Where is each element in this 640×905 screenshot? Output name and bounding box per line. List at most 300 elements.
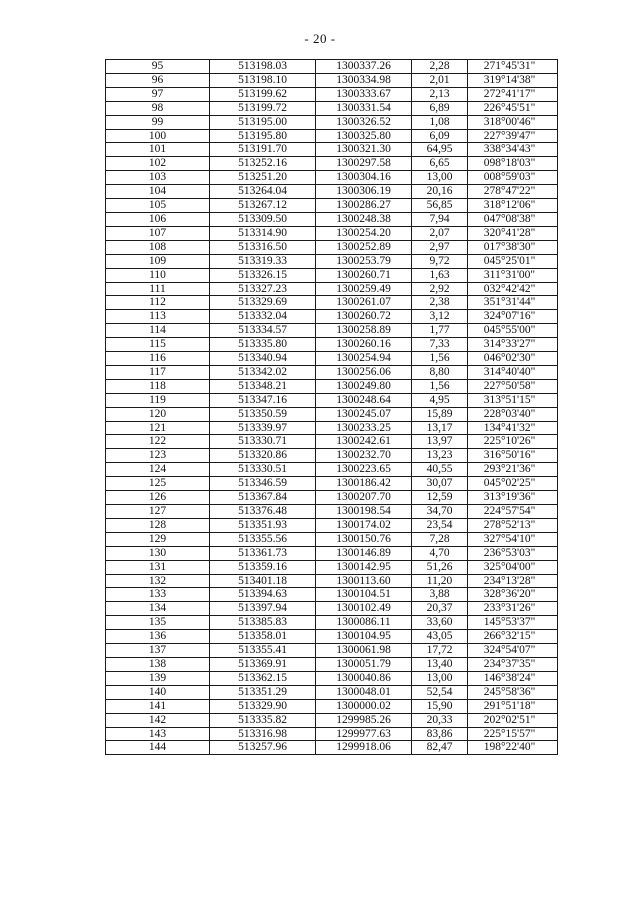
table-row <box>106 616 558 630</box>
table-row <box>106 644 558 658</box>
x-coordinate-cell: 513257.96 <box>210 741 316 755</box>
table-row <box>106 296 558 310</box>
length-cell: 13,40 <box>412 657 468 671</box>
table-row <box>106 435 558 449</box>
length-cell: 2,92 <box>412 282 468 296</box>
length-cell: 6,65 <box>412 157 468 171</box>
y-coordinate-cell: 1300198.54 <box>316 505 412 519</box>
point-number-cell: 110 <box>106 268 210 282</box>
direction-angle-cell: 318°12'06" <box>468 199 558 213</box>
y-coordinate-cell: 1300254.20 <box>316 226 412 240</box>
x-coordinate-cell: 513316.50 <box>210 240 316 254</box>
y-coordinate-cell: 1300306.19 <box>316 185 412 199</box>
x-coordinate-cell: 513319.33 <box>210 254 316 268</box>
table-row <box>106 101 558 115</box>
direction-angle-cell: 245°58'36" <box>468 685 558 699</box>
point-number-cell: 101 <box>106 143 210 157</box>
x-coordinate-cell: 513355.41 <box>210 644 316 658</box>
point-number-cell: 129 <box>106 532 210 546</box>
x-coordinate-cell: 513195.80 <box>210 129 316 143</box>
y-coordinate-cell: 1300242.61 <box>316 435 412 449</box>
x-coordinate-cell: 513191.70 <box>210 143 316 157</box>
point-number-cell: 102 <box>106 157 210 171</box>
y-coordinate-cell: 1300113.60 <box>316 574 412 588</box>
point-number-cell: 132 <box>106 574 210 588</box>
length-cell: 1,56 <box>412 352 468 366</box>
table-row <box>106 324 558 338</box>
direction-angle-cell: 316°50'16" <box>468 449 558 463</box>
direction-angle-cell: 236°53'03" <box>468 546 558 560</box>
x-coordinate-cell: 513355.56 <box>210 532 316 546</box>
point-number-cell: 127 <box>106 505 210 519</box>
direction-angle-cell: 228°03'40" <box>468 407 558 421</box>
y-coordinate-cell: 1300286.27 <box>316 199 412 213</box>
table-row <box>106 671 558 685</box>
length-cell: 13,17 <box>412 421 468 435</box>
point-number-cell: 120 <box>106 407 210 421</box>
table-row <box>106 212 558 226</box>
x-coordinate-cell: 513198.10 <box>210 73 316 87</box>
x-coordinate-cell: 513314.90 <box>210 226 316 240</box>
direction-angle-cell: 327°54'10" <box>468 532 558 546</box>
y-coordinate-cell: 1300207.70 <box>316 491 412 505</box>
point-number-cell: 111 <box>106 282 210 296</box>
length-cell: 43,05 <box>412 630 468 644</box>
point-number-cell: 125 <box>106 477 210 491</box>
table-row <box>106 407 558 421</box>
table-row <box>106 338 558 352</box>
point-number-cell: 133 <box>106 588 210 602</box>
x-coordinate-cell: 513330.51 <box>210 463 316 477</box>
point-number-cell: 116 <box>106 352 210 366</box>
y-coordinate-cell: 1300102.49 <box>316 602 412 616</box>
direction-angle-cell: 291°51'18" <box>468 699 558 713</box>
x-coordinate-cell: 513199.72 <box>210 101 316 115</box>
direction-angle-cell: 145°53'37" <box>468 616 558 630</box>
direction-angle-cell: 324°07'16" <box>468 310 558 324</box>
direction-angle-cell: 266°32'15" <box>468 630 558 644</box>
direction-angle-cell: 226°45'51" <box>468 101 558 115</box>
x-coordinate-cell: 513346.59 <box>210 477 316 491</box>
table-row <box>106 379 558 393</box>
length-cell: 23,54 <box>412 518 468 532</box>
point-number-cell: 122 <box>106 435 210 449</box>
point-number-cell: 121 <box>106 421 210 435</box>
table-row <box>106 685 558 699</box>
y-coordinate-cell: 1300233.25 <box>316 421 412 435</box>
y-coordinate-cell: 1300252.89 <box>316 240 412 254</box>
length-cell: 20,33 <box>412 713 468 727</box>
direction-angle-cell: 320°41'28" <box>468 226 558 240</box>
x-coordinate-cell: 513367.84 <box>210 491 316 505</box>
point-number-cell: 104 <box>106 185 210 199</box>
point-number-cell: 107 <box>106 226 210 240</box>
point-number-cell: 97 <box>106 87 210 101</box>
x-coordinate-cell: 513335.80 <box>210 338 316 352</box>
direction-angle-cell: 314°40'40" <box>468 365 558 379</box>
table-row <box>106 421 558 435</box>
x-coordinate-cell: 513351.93 <box>210 518 316 532</box>
table-row <box>106 463 558 477</box>
length-cell: 2,07 <box>412 226 468 240</box>
x-coordinate-cell: 513195.00 <box>210 115 316 129</box>
x-coordinate-cell: 513252.16 <box>210 157 316 171</box>
point-number-cell: 113 <box>106 310 210 324</box>
direction-angle-cell: 045°02'25" <box>468 477 558 491</box>
point-number-cell: 119 <box>106 393 210 407</box>
table-row <box>106 171 558 185</box>
table-row <box>106 365 558 379</box>
direction-angle-cell: 313°19'36" <box>468 491 558 505</box>
length-cell: 13,00 <box>412 171 468 185</box>
direction-angle-cell: 046°02'30" <box>468 352 558 366</box>
y-coordinate-cell: 1300051.79 <box>316 657 412 671</box>
direction-angle-cell: 227°39'47" <box>468 129 558 143</box>
direction-angle-cell: 234°13'28" <box>468 574 558 588</box>
length-cell: 20,16 <box>412 185 468 199</box>
table-row <box>106 588 558 602</box>
table-row <box>106 87 558 101</box>
x-coordinate-cell: 513362.15 <box>210 671 316 685</box>
length-cell: 30,07 <box>412 477 468 491</box>
direction-angle-cell: 047°08'38" <box>468 212 558 226</box>
y-coordinate-cell: 1300321.30 <box>316 143 412 157</box>
direction-angle-cell: 234°37'35" <box>468 657 558 671</box>
y-coordinate-cell: 1300258.89 <box>316 324 412 338</box>
table-row <box>106 115 558 129</box>
x-coordinate-cell: 513394.63 <box>210 588 316 602</box>
y-coordinate-cell: 1300337.26 <box>316 60 412 74</box>
y-coordinate-cell: 1300304.16 <box>316 171 412 185</box>
point-number-cell: 96 <box>106 73 210 87</box>
coordinates-table <box>105 59 558 755</box>
x-coordinate-cell: 513335.82 <box>210 713 316 727</box>
point-number-cell: 135 <box>106 616 210 630</box>
direction-angle-cell: 293°21'36" <box>468 463 558 477</box>
length-cell: 1,56 <box>412 379 468 393</box>
y-coordinate-cell: 1300334.98 <box>316 73 412 87</box>
table-row <box>106 560 558 574</box>
y-coordinate-cell: 1300260.72 <box>316 310 412 324</box>
y-coordinate-cell: 1300248.38 <box>316 212 412 226</box>
point-number-cell: 117 <box>106 365 210 379</box>
length-cell: 4,70 <box>412 546 468 560</box>
point-number-cell: 95 <box>106 60 210 74</box>
direction-angle-cell: 225°15'57" <box>468 727 558 741</box>
x-coordinate-cell: 513385.83 <box>210 616 316 630</box>
direction-angle-cell: 319°14'38" <box>468 73 558 87</box>
y-coordinate-cell: 1300326.52 <box>316 115 412 129</box>
table-row <box>106 240 558 254</box>
length-cell: 2,97 <box>412 240 468 254</box>
x-coordinate-cell: 513264.04 <box>210 185 316 199</box>
length-cell: 2,13 <box>412 87 468 101</box>
length-cell: 2,01 <box>412 73 468 87</box>
point-number-cell: 118 <box>106 379 210 393</box>
length-cell: 6,09 <box>412 129 468 143</box>
length-cell: 34,70 <box>412 505 468 519</box>
x-coordinate-cell: 513330.71 <box>210 435 316 449</box>
length-cell: 15,89 <box>412 407 468 421</box>
length-cell: 2,28 <box>412 60 468 74</box>
length-cell: 13,97 <box>412 435 468 449</box>
table-row <box>106 393 558 407</box>
point-number-cell: 112 <box>106 296 210 310</box>
y-coordinate-cell: 1300254.94 <box>316 352 412 366</box>
x-coordinate-cell: 513351.29 <box>210 685 316 699</box>
direction-angle-cell: 272°41'17" <box>468 87 558 101</box>
x-coordinate-cell: 513309.50 <box>210 212 316 226</box>
length-cell: 7,28 <box>412 532 468 546</box>
point-number-cell: 139 <box>106 671 210 685</box>
direction-angle-cell: 278°47'22" <box>468 185 558 199</box>
point-number-cell: 141 <box>106 699 210 713</box>
point-number-cell: 99 <box>106 115 210 129</box>
table-row <box>106 254 558 268</box>
x-coordinate-cell: 513369.91 <box>210 657 316 671</box>
length-cell: 51,26 <box>412 560 468 574</box>
table-row <box>106 657 558 671</box>
y-coordinate-cell: 1300061.98 <box>316 644 412 658</box>
length-cell: 17,72 <box>412 644 468 658</box>
table-row <box>106 129 558 143</box>
point-number-cell: 134 <box>106 602 210 616</box>
point-number-cell: 108 <box>106 240 210 254</box>
point-number-cell: 142 <box>106 713 210 727</box>
x-coordinate-cell: 513358.01 <box>210 630 316 644</box>
length-cell: 1,77 <box>412 324 468 338</box>
table-row <box>106 282 558 296</box>
table-row <box>106 546 558 560</box>
direction-angle-cell: 338°34'43" <box>468 143 558 157</box>
length-cell: 3,12 <box>412 310 468 324</box>
table-row <box>106 268 558 282</box>
length-cell: 7,94 <box>412 212 468 226</box>
direction-angle-cell: 233°31'26" <box>468 602 558 616</box>
direction-angle-cell: 146°38'24" <box>468 671 558 685</box>
x-coordinate-cell: 513376.48 <box>210 505 316 519</box>
table-row <box>106 477 558 491</box>
y-coordinate-cell: 1300245.07 <box>316 407 412 421</box>
direction-angle-cell: 032°42'42" <box>468 282 558 296</box>
x-coordinate-cell: 513332.04 <box>210 310 316 324</box>
point-number-cell: 144 <box>106 741 210 755</box>
x-coordinate-cell: 513320.86 <box>210 449 316 463</box>
table-row <box>106 310 558 324</box>
point-number-cell: 115 <box>106 338 210 352</box>
y-coordinate-cell: 1300248.64 <box>316 393 412 407</box>
direction-angle-cell: 227°50'58" <box>468 379 558 393</box>
y-coordinate-cell: 1300259.49 <box>316 282 412 296</box>
direction-angle-cell: 134°41'32" <box>468 421 558 435</box>
table-row <box>106 449 558 463</box>
table-row <box>106 143 558 157</box>
length-cell: 56,85 <box>412 199 468 213</box>
point-number-cell: 105 <box>106 199 210 213</box>
table-row <box>106 727 558 741</box>
table-row <box>106 741 558 755</box>
point-number-cell: 131 <box>106 560 210 574</box>
length-cell: 7,33 <box>412 338 468 352</box>
y-coordinate-cell: 1300253.79 <box>316 254 412 268</box>
y-coordinate-cell: 1300249.80 <box>316 379 412 393</box>
direction-angle-cell: 098°18'03" <box>468 157 558 171</box>
direction-angle-cell: 318°00'46" <box>468 115 558 129</box>
x-coordinate-cell: 513347.16 <box>210 393 316 407</box>
point-number-cell: 103 <box>106 171 210 185</box>
length-cell: 4,95 <box>412 393 468 407</box>
point-number-cell: 98 <box>106 101 210 115</box>
y-coordinate-cell: 1300040.86 <box>316 671 412 685</box>
direction-angle-cell: 351°31'44" <box>468 296 558 310</box>
table-row <box>106 60 558 74</box>
direction-angle-cell: 017°38'30" <box>468 240 558 254</box>
y-coordinate-cell: 1300256.06 <box>316 365 412 379</box>
y-coordinate-cell: 1300104.95 <box>316 630 412 644</box>
y-coordinate-cell: 1299918.06 <box>316 741 412 755</box>
table-row <box>106 491 558 505</box>
point-number-cell: 124 <box>106 463 210 477</box>
table-row <box>106 73 558 87</box>
length-cell: 11,20 <box>412 574 468 588</box>
x-coordinate-cell: 513329.90 <box>210 699 316 713</box>
y-coordinate-cell: 1300223.65 <box>316 463 412 477</box>
direction-angle-cell: 008°59'03" <box>468 171 558 185</box>
x-coordinate-cell: 513342.02 <box>210 365 316 379</box>
y-coordinate-cell: 1300325.80 <box>316 129 412 143</box>
point-number-cell: 123 <box>106 449 210 463</box>
length-cell: 40,55 <box>412 463 468 477</box>
length-cell: 20,37 <box>412 602 468 616</box>
page-number: - 20 - <box>304 31 336 46</box>
x-coordinate-cell: 513397.94 <box>210 602 316 616</box>
length-cell: 52,54 <box>412 685 468 699</box>
x-coordinate-cell: 513267.12 <box>210 199 316 213</box>
length-cell: 15,90 <box>412 699 468 713</box>
length-cell: 83,86 <box>412 727 468 741</box>
point-number-cell: 126 <box>106 491 210 505</box>
y-coordinate-cell: 1300104.51 <box>316 588 412 602</box>
direction-angle-cell: 045°55'00" <box>468 324 558 338</box>
table-row <box>106 157 558 171</box>
point-number-cell: 130 <box>106 546 210 560</box>
table-row <box>106 199 558 213</box>
length-cell: 2,38 <box>412 296 468 310</box>
y-coordinate-cell: 1300232.70 <box>316 449 412 463</box>
y-coordinate-cell: 1299977.63 <box>316 727 412 741</box>
table-row <box>106 226 558 240</box>
length-cell: 9,72 <box>412 254 468 268</box>
length-cell: 33,60 <box>412 616 468 630</box>
y-coordinate-cell: 1300150.76 <box>316 532 412 546</box>
point-number-cell: 136 <box>106 630 210 644</box>
x-coordinate-cell: 513350.59 <box>210 407 316 421</box>
direction-angle-cell: 314°33'27" <box>468 338 558 352</box>
point-number-cell: 100 <box>106 129 210 143</box>
x-coordinate-cell: 513198.03 <box>210 60 316 74</box>
point-number-cell: 106 <box>106 212 210 226</box>
direction-angle-cell: 328°36'20" <box>468 588 558 602</box>
table-row <box>106 713 558 727</box>
direction-angle-cell: 313°51'15" <box>468 393 558 407</box>
x-coordinate-cell: 513199.62 <box>210 87 316 101</box>
table-row <box>106 352 558 366</box>
x-coordinate-cell: 513340.94 <box>210 352 316 366</box>
length-cell: 13,00 <box>412 671 468 685</box>
length-cell: 1,08 <box>412 115 468 129</box>
table-row <box>106 602 558 616</box>
x-coordinate-cell: 513401.18 <box>210 574 316 588</box>
length-cell: 12,59 <box>412 491 468 505</box>
table-row <box>106 505 558 519</box>
direction-angle-cell: 311°31'00" <box>468 268 558 282</box>
direction-angle-cell: 045°25'01" <box>468 254 558 268</box>
x-coordinate-cell: 513329.69 <box>210 296 316 310</box>
x-coordinate-cell: 513348.21 <box>210 379 316 393</box>
y-coordinate-cell: 1300331.54 <box>316 101 412 115</box>
table-row <box>106 532 558 546</box>
y-coordinate-cell: 1300048.01 <box>316 685 412 699</box>
x-coordinate-cell: 513334.57 <box>210 324 316 338</box>
direction-angle-cell: 325°04'00" <box>468 560 558 574</box>
x-coordinate-cell: 513316.98 <box>210 727 316 741</box>
point-number-cell: 128 <box>106 518 210 532</box>
table-row <box>106 185 558 199</box>
y-coordinate-cell: 1300086.11 <box>316 616 412 630</box>
x-coordinate-cell: 513326.15 <box>210 268 316 282</box>
length-cell: 82,47 <box>412 741 468 755</box>
direction-angle-cell: 271°45'31" <box>468 60 558 74</box>
y-coordinate-cell: 1300000.02 <box>316 699 412 713</box>
direction-angle-cell: 202°02'51" <box>468 713 558 727</box>
point-number-cell: 140 <box>106 685 210 699</box>
length-cell: 13,23 <box>412 449 468 463</box>
y-coordinate-cell: 1300260.71 <box>316 268 412 282</box>
x-coordinate-cell: 513327.23 <box>210 282 316 296</box>
direction-angle-cell: 224°57'54" <box>468 505 558 519</box>
table-row <box>106 699 558 713</box>
point-number-cell: 114 <box>106 324 210 338</box>
y-coordinate-cell: 1300261.07 <box>316 296 412 310</box>
coordinates-table-body <box>106 60 558 755</box>
y-coordinate-cell: 1299985.26 <box>316 713 412 727</box>
x-coordinate-cell: 513251.20 <box>210 171 316 185</box>
point-number-cell: 137 <box>106 644 210 658</box>
point-number-cell: 143 <box>106 727 210 741</box>
x-coordinate-cell: 513339.97 <box>210 421 316 435</box>
length-cell: 8,80 <box>412 365 468 379</box>
y-coordinate-cell: 1300146.89 <box>316 546 412 560</box>
direction-angle-cell: 225°10'26" <box>468 435 558 449</box>
table-row <box>106 630 558 644</box>
y-coordinate-cell: 1300142.95 <box>316 560 412 574</box>
table-row <box>106 518 558 532</box>
y-coordinate-cell: 1300297.58 <box>316 157 412 171</box>
direction-angle-cell: 278°52'13" <box>468 518 558 532</box>
length-cell: 64,95 <box>412 143 468 157</box>
x-coordinate-cell: 513361.73 <box>210 546 316 560</box>
table-row <box>106 574 558 588</box>
length-cell: 6,89 <box>412 101 468 115</box>
y-coordinate-cell: 1300174.02 <box>316 518 412 532</box>
point-number-cell: 109 <box>106 254 210 268</box>
y-coordinate-cell: 1300260.16 <box>316 338 412 352</box>
direction-angle-cell: 198°22'40" <box>468 741 558 755</box>
y-coordinate-cell: 1300186.42 <box>316 477 412 491</box>
point-number-cell: 138 <box>106 657 210 671</box>
direction-angle-cell: 324°54'07" <box>468 644 558 658</box>
length-cell: 3,88 <box>412 588 468 602</box>
